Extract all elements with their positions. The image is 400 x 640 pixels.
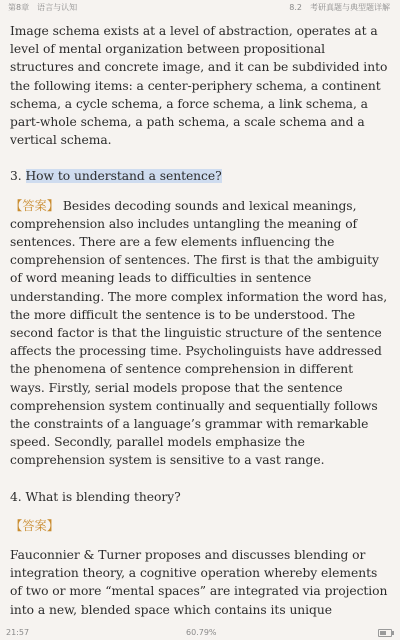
reading-progress: 60.79% — [186, 628, 217, 637]
selected-text-highlight[interactable]: How to understand a sentence? — [25, 169, 222, 184]
reader-footer — [0, 626, 400, 640]
battery-fill — [380, 631, 386, 635]
section-title: 8.2 考研真题与典型题详解 — [289, 3, 390, 12]
battery-icon — [378, 629, 392, 637]
answer-3-text: Besides decoding sounds and lexical meanings, comprehension also includes untangling the meaning of sentences. There are a few elements influencing the comprehension of sentences. The first is that the ambiguity of word meaning leads to difficulties in sentence understanding. The more complex information the word has, the more difficult the sentence is to be understood. The second factor is that the linguistic structure of the sentence affects the processing time. Psycholinguists have addressed the phenomena of sentence comprehension in different ways. Firstly, serial models propose that the sentence comprehension system continually and sequentially follows the constraints of a language’s grammar with remarkable speed. Secondly, parallel models emphasize the comprehension system is sensitive to a vast range. — [10, 198, 388, 468]
reader-header — [0, 0, 400, 14]
paragraph-image-schema[interactable]: Image schema exists at a level of abstraction, operates at a level of mental organization between propositional structures and concrete image, and it can be subdivided into the following items: a center-periphery schema, a continent schema, a cycle schema, a force schema, a link schema, a part-whole schema, a path schema, a scale schema and a vertical schema. — [10, 24, 388, 148]
chapter-title: 第8章 语言与认知 — [8, 3, 78, 12]
reading-content[interactable] — [10, 22, 390, 622]
clock: 21:57 — [6, 628, 30, 637]
question-3-number: 3. — [10, 169, 26, 184]
question-3[interactable] — [10, 167, 390, 185]
answer-4-paragraph[interactable]: Fauconnier & Turner proposes and discusses blending or integration theory, a cognitive operation whereby elements of two or more “mental spaces” are integrated via projection into a new, blended space which contains its unique — [10, 548, 388, 617]
answer-3-paragraph[interactable] — [10, 197, 390, 470]
question-4[interactable]: 4. What is blending theory? — [10, 489, 181, 504]
answer-tag-2: 【答案】 — [10, 518, 59, 533]
answer-tag: 【答案】 — [10, 198, 59, 213]
